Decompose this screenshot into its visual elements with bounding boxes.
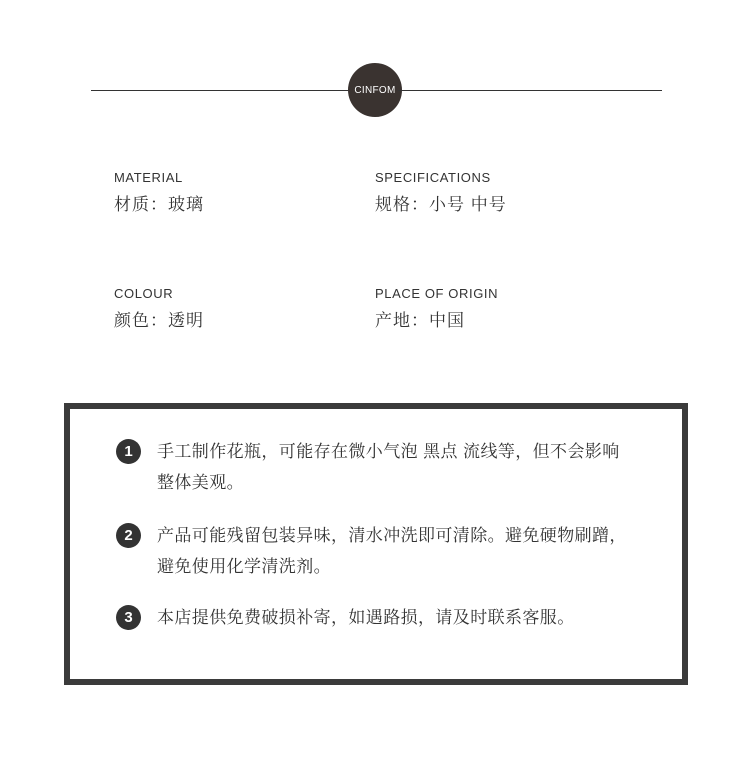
spec-specifications bbox=[375, 170, 507, 216]
brand-badge: CINFOM bbox=[348, 63, 402, 117]
spec-value: 产地：中国 bbox=[375, 311, 465, 330]
spec-label: MATERIAL bbox=[114, 170, 183, 185]
spec-value: 颜色：透明 bbox=[114, 311, 204, 330]
spec-label: SPECIFICATIONS bbox=[375, 170, 491, 185]
spec-value: 规格：小号 中号 bbox=[375, 195, 507, 214]
spec-place-of-origin bbox=[375, 286, 498, 332]
number-badge: 2 bbox=[116, 523, 141, 548]
notice-text: 本店提供免费破损补寄，如遇路损，请及时联系客服。 bbox=[157, 608, 575, 627]
spec-label: PLACE OF ORIGIN bbox=[375, 286, 499, 301]
number-badge: 3 bbox=[116, 605, 141, 630]
notice-text: 产品可能残留包装异味，清水冲洗即可清除。避免硬物刷蹭，避免使用化学清洗剂。 bbox=[157, 526, 627, 576]
notice-item bbox=[116, 520, 637, 582]
number-badge: 1 bbox=[116, 439, 141, 464]
notice-box bbox=[64, 403, 688, 685]
header-rule-left bbox=[91, 90, 351, 91]
spec-value: 材质：玻璃 bbox=[114, 195, 204, 214]
spec-label: COLOUR bbox=[114, 286, 174, 301]
notice-item bbox=[116, 602, 657, 633]
spec-material bbox=[114, 170, 204, 216]
spec-colour bbox=[114, 286, 204, 332]
header-rule-right bbox=[398, 90, 662, 91]
notice-item bbox=[116, 436, 637, 498]
notice-text: 手工制作花瓶，可能存在微小气泡 黑点 流线等，但不会影响整体美观。 bbox=[157, 442, 620, 492]
